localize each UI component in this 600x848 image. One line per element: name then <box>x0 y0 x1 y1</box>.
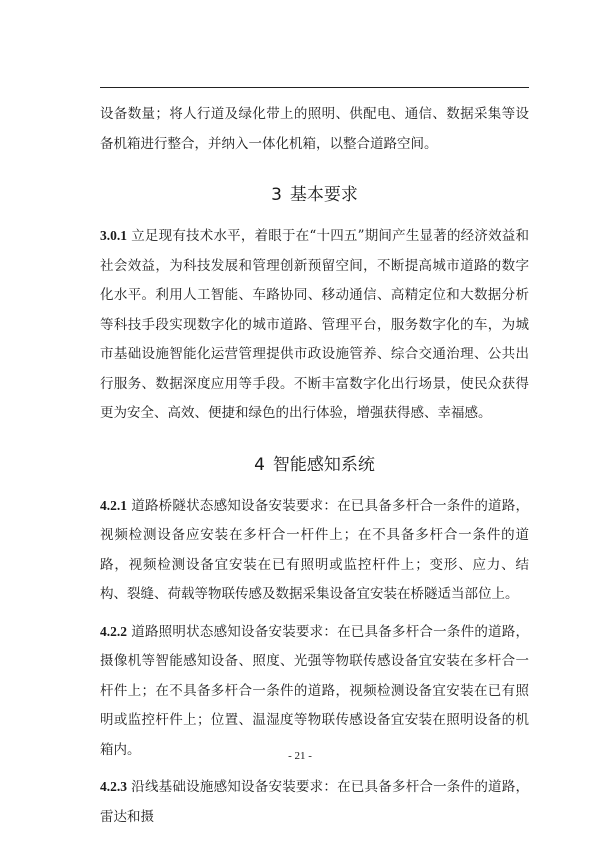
clause-number: 4.2.1 <box>100 497 127 513</box>
clause-4-2-2 <box>100 617 529 766</box>
section-number: 4 <box>254 454 265 475</box>
clause-text: 立足现有技术水平，着眼于在“十四五”期间产生显著的经济效益和社会效益，为科技发展和管理创新预留空间，不断提高城市道路的数字化水平。利用人工智能、车路协同、移动通信、高精定位和大数据分析等科技手段实现数字化的城市道路、管理平台，服务数字化的车，为城市基础设施智能化运营管理提供市政设施管养、综合交通治理、公共出行服务、数据深度应用等手段。不断丰富数字化出行场景，使民众获得更为安全、高效、便捷和绿色的出行体验，增强获得感、幸福感。 <box>100 228 529 421</box>
clause-number: 4.2.2 <box>100 623 127 639</box>
clause-number: 3.0.1 <box>100 228 127 243</box>
section-heading-smart-sensing-system <box>100 450 529 480</box>
section-title: 智能感知系统 <box>272 454 375 475</box>
clause-3-0-1 <box>100 221 529 429</box>
page-number: - 21 - <box>288 750 312 762</box>
clause-4-2-1 <box>100 491 529 610</box>
header-rule <box>100 87 529 88</box>
clause-4-2-3 <box>100 772 529 832</box>
clause-text: 道路照明状态感知设备安装要求：在已具备多杆合一条件的道路，摄像机等智能感知设备、照度、光强等物联传感设备宜安装在多杆合一杆件上；在不具备多杆合一条件的道路，视频检测设备宜安装在已有照明或监控杆件上；位置、温湿度等物联传感设备宜安装在照明设备的机箱内。 <box>100 623 529 758</box>
clause-number: 4.2.3 <box>100 779 127 794</box>
continuation-paragraph: 设备数量；将人行道及绿化带上的照明、供配电、通信、数据采集等设备机箱进行整合，并纳入一体化机箱，以整合道路空间。 <box>100 106 529 152</box>
section-number: 3 <box>271 185 282 205</box>
clause-text: 道路桥隧状态感知设备安装要求：在已具备多杆合一条件的道路，视频检测设备应安装在多杆合一杆件上；在不具备多杆合一条件的道路，视频检测设备宜安装在已有照明或监控杆件上；变形、应力、结构、裂缝、荷载等物联传感及数据采集设备宜安装在桥隧适当部位上。 <box>100 497 529 602</box>
section-heading-basic-requirements <box>100 180 529 210</box>
page-body <box>100 100 529 832</box>
clause-text: 沿线基础设施感知设备安装要求：在已具备多杆合一条件的道路，雷达和摄 <box>100 779 529 825</box>
section-title: 基本要求 <box>289 185 358 205</box>
